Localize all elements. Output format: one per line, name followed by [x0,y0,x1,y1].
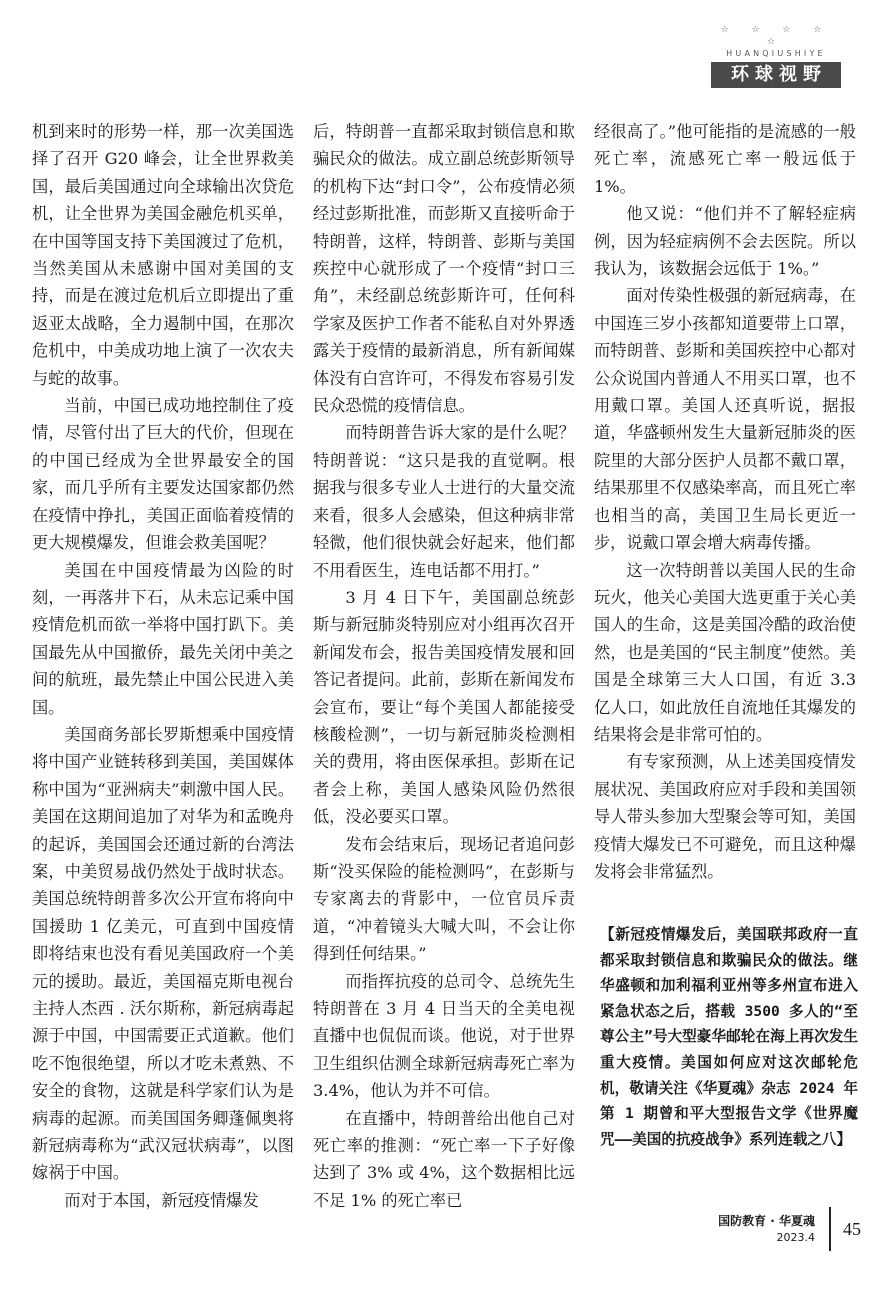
section-title: 环球视野 [711,62,841,88]
section-header [711,24,841,88]
paragraph: 经很高了。”他可能指的是流感的一般死亡率，流感死亡率一般远低于 1%。 [594,122,856,196]
paragraph: 而特朗普告诉大家的是什么呢？特朗普说：“这只是我的直觉啊。根据我与很多专业人士进行的大量交流来看，很多人会感染，但这种病非常轻微，他们很快就会好起来，他们都不用看医生，连电话都不用打。” [313,423,575,580]
text-column-3 [594,118,856,885]
text-column-2 [313,118,575,1214]
page-number: 45 [843,1218,861,1239]
paragraph: 他又说：“他们并不了解轻症病例，因为轻症病例不会去医院。所以我认为，该数据会远低于 1%。” [594,204,856,279]
paragraph: 面对传染性极强的新冠病毒，在中国连三岁小孩都知道要带上口罩，而特朗普、彭斯和美国疾控中心都对公众说国内普通人不用买口罩，也不用戴口罩。美国人还真听说，据报道，华盛顿州发生大量新冠肺炎的医院里的大部分医护人员都不戴口罩，结果那里不仅感染率高，而且死亡率也相当的高，美国卫生局长更近一步，说戴口罩会增大病毒传播。 [594,286,856,553]
paragraph: 后，特朗普一直都采取封锁信息和欺骗民众的做法。成立副总统彭斯领导的机构下达“封口令”，公布疫情必须经过彭斯批准，而彭斯又直接听命于特朗普，这样，特朗普、彭斯与美国疾控中心就形成了一个疫情“封口三角”，未经副总统彭斯许可，任何科学家及医护工作者不能私自对外界透露关于疫情的最新消息，所有新闻媒体没有白宫许可，不得发布容易引发民众恐慌的疫情信息。 [313,122,575,416]
magazine-name: 国防教育 · 华夏魂 [718,1214,815,1228]
series-note: 【新冠疫情爆发后，美国联邦政府一直都采取封锁信息和欺骗民众的做法。继华盛顿和加利福利亚州等多州宣布进入紧急状态之后，搭载 3500 多人的“至尊公主”号大型豪华邮轮在海上再次发生重大疫情。美国如何应对这次邮轮危机，敬请关注《华夏魂》杂志 2024 年第 1 期曾和平大型报告文学《世界魔咒——美国的抗疫战争》系列连载之八】 [600,926,858,1148]
paragraph: 机到来时的形势一样，那一次美国选择了召开 G20 峰会，让全世界救美国，最后美国通过向全球输出次贷危机，让全世界为美国金融危机买单，在中国等国支持下美国渡过了危机，当然美国从未感谢中国对美国的支持，而是在渡过危机后立即提出了重返亚太战略，全力遏制中国，在那次危机中，中美成功地上演了一次农夫与蛇的故事。 [32,122,294,388]
paragraph: 当前，中国已成功地控制住了疫情，尽管付出了巨大的代价，但现在的中国已经成为全世界最安全的国家，而几乎所有主要发达国家都仍然在疫情中挣扎，美国正面临着疫情的更大规模爆发，但谁会救美国呢？ [32,396,294,553]
footer-info [718,1212,829,1246]
star-decoration: ☆ ☆ ☆ ☆ ☆ [720,25,832,47]
section-pinyin: HUANQIUSHIYE [726,49,826,58]
paragraph: 在直播中，特朗普给出他自己对死亡率的推测：“死亡率一下子好像达到了 3% 或 4%，这个数据相比远不足 1% 的死亡率已 [313,1108,575,1210]
paragraph: 发布会结束后，现场记者追问彭斯“没买保险的能检测吗”，在彭斯与专家离去的背影中，一位官员斥责道，“冲着镜头大喊大叫，不会让你得到任何结果。” [313,834,575,964]
paragraph: 有专家预测，从上述美国疫情发展状况、美国政府应对手段和美国领导人带头参加大型聚会等可知，美国疫情大爆发已不可避免，而且这种爆发将会非常猛烈。 [594,752,856,881]
paragraph: 而对于本国，新冠疫情爆发 [64,1190,259,1210]
paragraph: 3 月 4 日下午，美国副总统彭斯与新冠肺炎特别应对小组再次召开新闻发布会，报告美国疫情发展和回答记者提问。此前，彭斯在新闻发布会宣布，要让“每个美国人都能接受核酸检测”，一切与新冠肺炎检测相关的费用，将由医保承担。彭斯在记者会上称，美国人感染风险仍然很低，没必要买口罩。 [313,587,575,827]
issue-date: 2023.4 [776,1231,815,1244]
paragraph: 而指挥抗疫的总司令、总统先生特朗普在 3 月 4 日当天的全美电视直播中也侃侃而谈。他说，对于世界卫生组织估测全球新冠病毒死亡率为 3.4%，他认为并不可信。 [313,971,575,1101]
page-footer [718,1207,861,1251]
paragraph: 这一次特朗普以美国人民的生命玩火，他关心美国大选更重于关心美国人的生命，这是美国冷酷的政治使然，也是美国的“民主制度”使然。美国是全球第三大人口国，有近 3.3 亿人口，如此放任自流地任其爆发的结果将会是非常可怕的。 [594,560,856,744]
text-column-1 [32,118,294,1214]
paragraph: 美国在中国疫情最为凶险的时刻，一再落井下石，从未忘记乘中国疫情危机而欲一举将中国打趴下。美国最先从中国撤侨，最先关闭中美之间的航班，最先禁止中国公民进入美国。 [32,560,294,717]
paragraph: 美国商务部长罗斯想乘中国疫情将中国产业链转移到美国，美国媒体称中国为“亚洲病夫”刺激中国人民。美国在这期间追加了对华为和孟晚舟的起诉，美国国会还通过新的台湾法案，中美贸易战仍然处于战时状态。美国总统特朗普多次公开宣布将向中国援助 1 亿美元，可直到中国疫情即将结束也没有看见美国政府一个美元的援助。最近，美国福克斯电视台主持人杰西 . 沃尔斯称，新冠病毒起源于中国，中国需要正式道歉。他们吃不饱很绝望，所以才吃未煮熟、不安全的食物，这就是科学家们认为是病毒的起源。而美国国务卿蓬佩奥将新冠病毒称为“武汉冠状病毒”，以图嫁祸于中国。 [32,724,294,1183]
